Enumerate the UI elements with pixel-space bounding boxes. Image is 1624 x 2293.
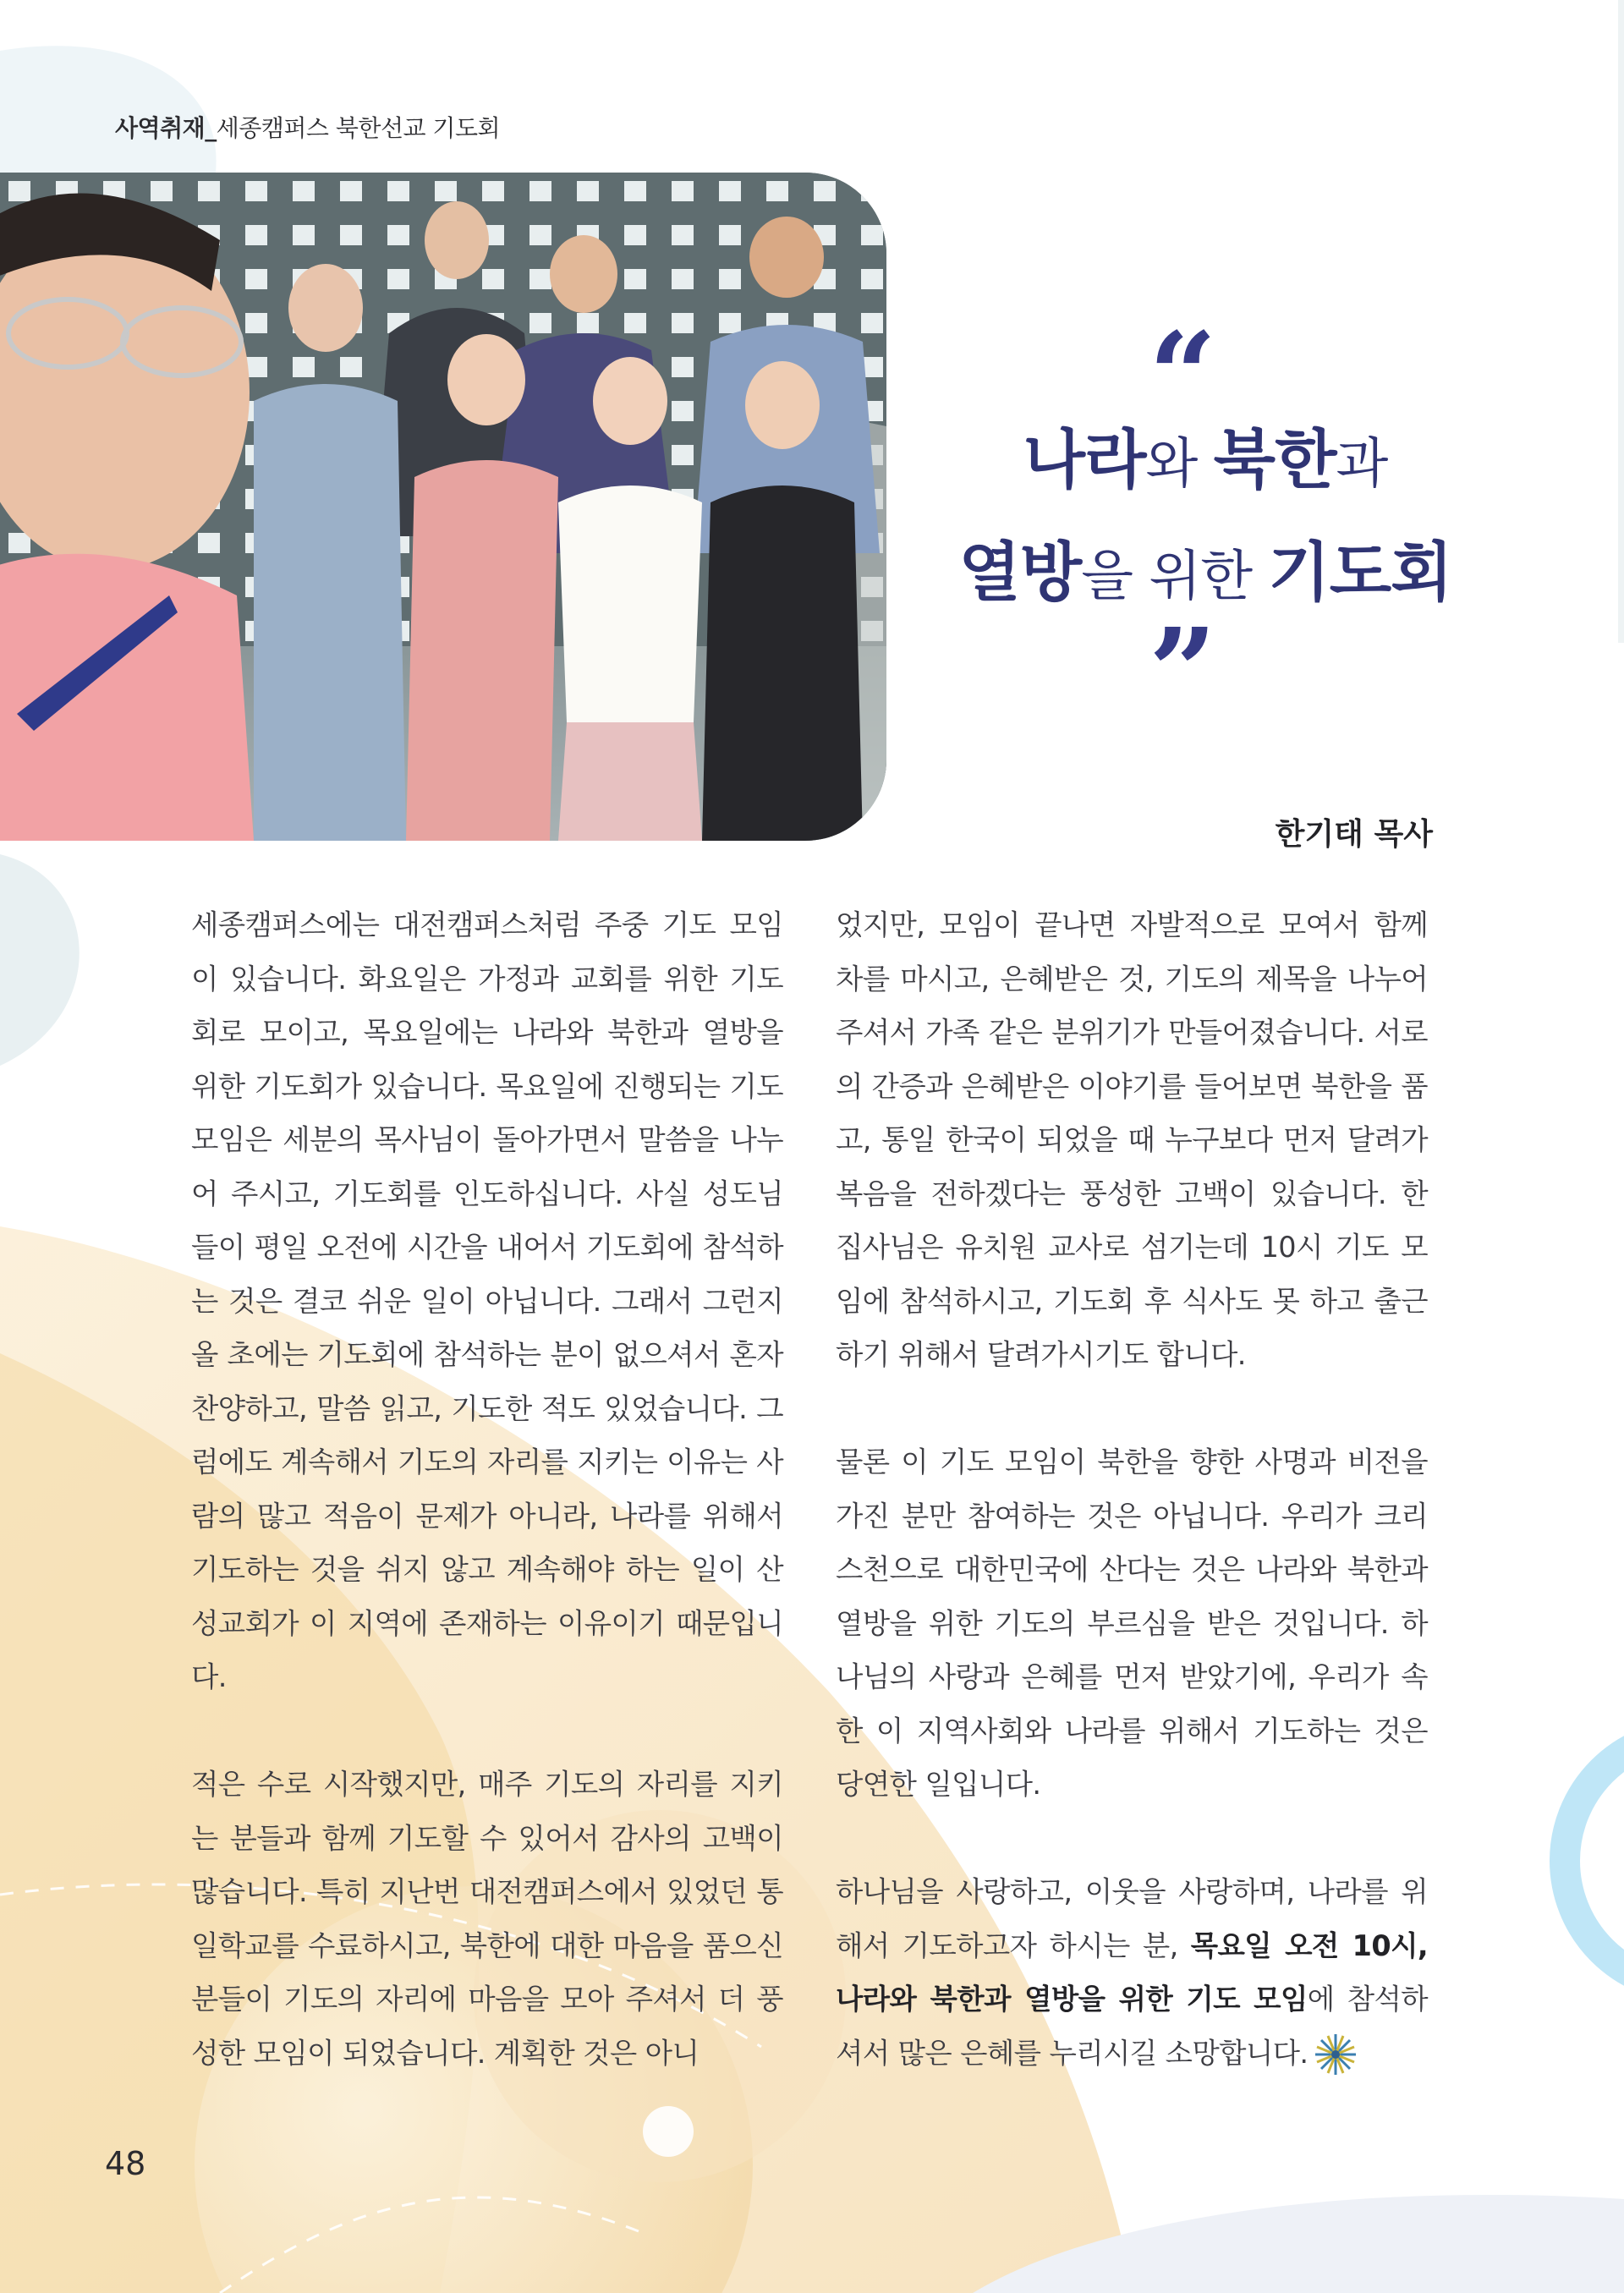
end-mark-icon [1311,2030,1360,2079]
section-topic: 세종캠퍼스 북한선교 기도회 [216,114,501,142]
open-quote-mark: “ [1149,307,1217,446]
headline-line-1 [888,406,1522,518]
article-column-right [836,898,1428,2134]
headline-word: 을 위한 [1081,546,1269,608]
group-photo-illustration [0,173,886,841]
page-number: 48 [105,2145,146,2182]
article-paragraph: 적은 수로 시작했지만, 매주 기도의 자리를 지키는 분들과 함께 기도할 수 있어서 감사의 고백이 많습니다. 특히 지난번 대전캠퍼스에서 있었던 통일학교를 수료하시고, 북한에 대한 마음을 품으신 분들이 기도의 자리에 마음을 모아 주셔서 더 풍성한 모임이 되었습니다. 계획한 것은 아니 [191,1768,783,2070]
article-paragraph: 물론 이 기도 모임이 북한을 향한 사명과 비전을 가진 분만 참여하는 것은 아닙니다. 우리가 크리스천으로 대한민국에 산다는 것은 나라와 북한과 열방을 위한 기도의 부르심을 받은 것입니다. 하나님의 사랑과 은혜를 먼저 받았기에, 우리가 속한 이 지역사회와 나라를 위해서 기도하는 것은 당연한 일입니다. [836,1445,1428,1801]
headline-word: 나라 [1023,422,1146,497]
section-name: 사역취재_ [115,114,217,142]
close-quote-mark: ” [1149,603,1217,742]
headline-word: 기도회 [1268,535,1452,610]
article-paragraph: 었지만, 모임이 끝나면 자발적으로 모여서 함께 차를 마시고, 은혜받은 것, 기도의 제목을 나누어 주셔서 가족 같은 분위기가 만들어졌습니다. 서로의 간증과 은혜받은 이야기를 들어보면 북한을 품고, 통일 한국이 되었을 때 누구보다 먼저 달려가 복음을 전하겠다는 풍성한 고백이 있습니다. 한 집사님은 유치원 교사로 섬기는데 10시 기도 모임에 참석하시고, 기도회 후 식사도 못 하고 출근하기 위해서 달려가시기도 합니다. [836,908,1428,1371]
headline-word: 과 [1336,433,1388,496]
closing-text: 에 참석하셔서 많은 은혜를 누리시길 소망합니다. [836,1983,1429,2070]
closing-text: 하나님을 사랑하고, 이웃을 사랑하며, 나라를 위해서 기도하고자 하시는 분, [836,1875,1428,1962]
headline [888,406,1522,631]
headline-word: 열방 [958,535,1082,610]
article-closing-paragraph [836,1865,1428,2080]
article-column-left [191,898,783,2134]
section-label [115,110,500,144]
headline-word: 북한 [1213,422,1336,497]
meeting-info: 목요일 오전 10시, 나라와 북한과 열방을 위한 기도 모임 [836,1928,1428,2016]
article-paragraph: 세종캠퍼스에는 대전캠퍼스처럼 주중 기도 모임이 있습니다. 화요일은 가정과 교회를 위한 기도회로 모이고, 목요일에는 나라와 북한과 열방을 위한 기도회가 있습니다. 목요일에 진행되는 기도 모임은 세분의 목사님이 돌아가면서 말씀을 나누어 주시고, 기도회를 인도하십니다. 사실 성도님들이 평일 오전에 시간을 내어서 기도회에 참석하는 것은 결코 쉬운 일이 아닙니다. 그래서 그런지 올 초에는 기도회에 참석하는 분이 없으셔서 혼자 찬양하고, 말씀 읽고, 기도한 적도 있었습니다. 그럼에도 계속해서 기도의 자리를 지키는 이유는 사람의 많고 적음이 문제가 아니라, 나라를 위해서 기도하는 것을 쉬지 않고 계속해야 하는 일이 산성교회가 이 지역에 존재하는 이유이기 때문입니다. [191,908,783,1693]
group-photo [0,173,886,841]
headline-word: 와 [1145,433,1214,496]
author-name: 한기태 목사 [1275,817,1433,852]
